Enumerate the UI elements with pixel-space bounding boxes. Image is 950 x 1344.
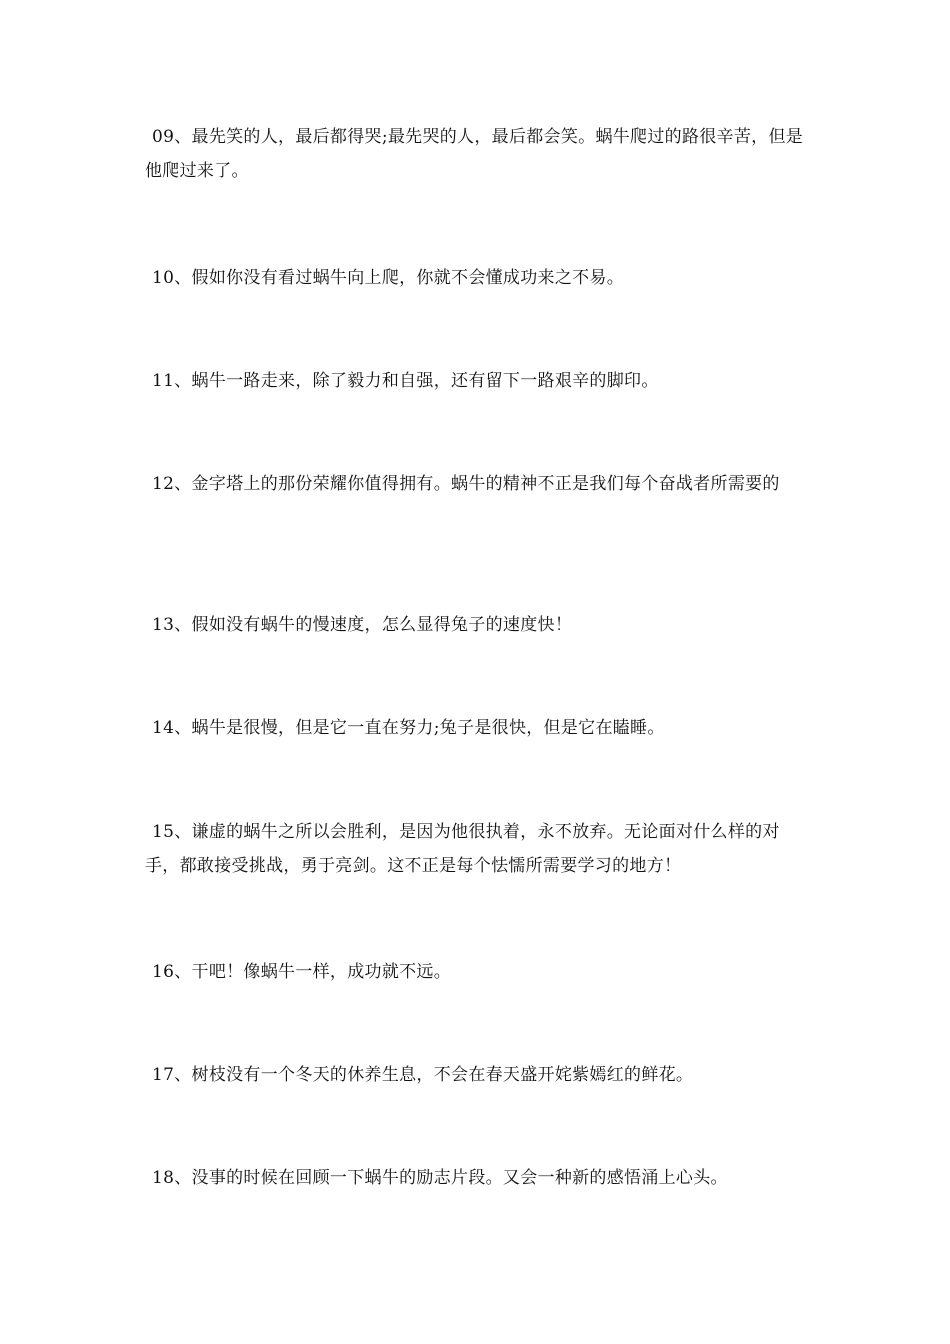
paragraph-13 bbox=[145, 608, 813, 642]
paragraph-11 bbox=[145, 364, 813, 398]
paragraph-10-text: 10、假如你没有看过蜗牛向上爬，你就不会懂成功来之不易。 bbox=[152, 268, 625, 288]
paragraph-15-text: 15、谦虚的蜗牛之所以会胜利，是因为他很执着，永不放弃。无论面对什么样的对手，都敢接受挑战，勇于亮剑。这不正是每个怯懦所需要学习的地方！ bbox=[145, 822, 780, 876]
paragraph-14 bbox=[145, 711, 813, 745]
paragraph-11-text: 11、蜗牛一路走来，除了毅力和自强，还有留下一路艰辛的脚印。 bbox=[152, 371, 659, 391]
paragraph-18 bbox=[145, 1161, 813, 1195]
paragraph-17-text: 17、树枝没有一个冬天的休养生息，不会在春天盛开姹紫嫣红的鲜花。 bbox=[152, 1065, 694, 1085]
paragraph-12 bbox=[145, 467, 813, 501]
paragraph-09 bbox=[145, 120, 813, 188]
paragraph-16 bbox=[145, 955, 813, 989]
paragraph-16-text: 16、干吧！像蜗牛一样，成功就不远。 bbox=[152, 962, 452, 982]
paragraph-12-text: 12、金字塔上的那份荣耀你值得拥有。蜗牛的精神不正是我们每个奋战者所需要的 bbox=[152, 474, 780, 494]
paragraph-18-text: 18、没事的时候在回顾一下蜗牛的励志片段。又会一种新的感悟涌上心头。 bbox=[152, 1168, 728, 1188]
paragraph-14-text: 14、蜗牛是很慢，但是它一直在努力;兔子是很快，但是它在瞌睡。 bbox=[152, 718, 665, 738]
paragraph-09-text: 09、最先笑的人，最后都得哭;最先哭的人，最后都会笑。蜗牛爬过的路很辛苦，但是他爬过来了。 bbox=[145, 127, 804, 181]
paragraph-17 bbox=[145, 1058, 813, 1092]
paragraph-15 bbox=[145, 815, 813, 883]
paragraph-10 bbox=[145, 261, 813, 295]
paragraph-13-text: 13、假如没有蜗牛的慢速度，怎么显得兔子的速度快！ bbox=[152, 615, 573, 635]
